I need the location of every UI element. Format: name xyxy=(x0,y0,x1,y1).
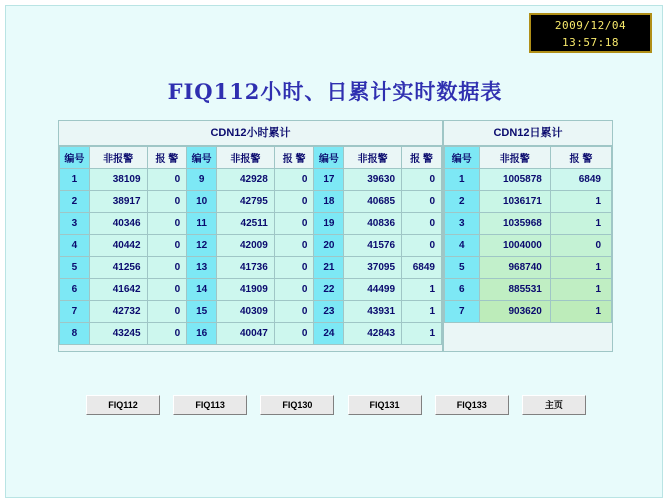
th-id-1: 编号 xyxy=(60,147,90,169)
cell-alarm: 0 xyxy=(147,191,187,213)
table-row xyxy=(60,257,442,279)
cell-id: 2 xyxy=(60,191,90,213)
cell-value: 1004000 xyxy=(479,235,550,257)
th-nonalarm-1: 非报警 xyxy=(89,147,147,169)
cell-value: 1005878 xyxy=(479,169,550,191)
cell-id: 13 xyxy=(187,257,217,279)
cell-alarm: 1 xyxy=(550,191,611,213)
cell-value: 40442 xyxy=(89,235,147,257)
cell-value: 1035968 xyxy=(479,213,550,235)
cell-id: 14 xyxy=(187,279,217,301)
page-title: FIQ112小时、日累计实时数据表 xyxy=(167,79,503,104)
table-row xyxy=(445,169,612,191)
cell-id: 16 xyxy=(187,323,217,345)
cell-id: 4 xyxy=(60,235,90,257)
table-row xyxy=(60,279,442,301)
cell-value: 42009 xyxy=(217,235,275,257)
cell-value: 40836 xyxy=(344,213,402,235)
cell-value: 43245 xyxy=(89,323,147,345)
cell-id: 20 xyxy=(314,235,344,257)
cell-alarm: 1 xyxy=(550,279,611,301)
cell-id: 6 xyxy=(445,279,480,301)
cell-id: 4 xyxy=(445,235,480,257)
cell-value: 42795 xyxy=(217,191,275,213)
cell-id: 23 xyxy=(314,301,344,323)
cell-alarm: 0 xyxy=(402,213,442,235)
th-id-3: 编号 xyxy=(314,147,344,169)
cell-value: 42732 xyxy=(89,301,147,323)
cell-alarm: 0 xyxy=(274,169,314,191)
cell-value: 903620 xyxy=(479,301,550,323)
cell-value: 41256 xyxy=(89,257,147,279)
daily-caption: CDN12日累计 xyxy=(444,121,612,146)
cell-alarm: 0 xyxy=(274,235,314,257)
cell-alarm: 0 xyxy=(274,191,314,213)
cell-id: 15 xyxy=(187,301,217,323)
daily-table xyxy=(444,146,612,323)
hourly-caption: CDN12小时累计 xyxy=(59,121,442,146)
cell-value: 41642 xyxy=(89,279,147,301)
table-row xyxy=(60,301,442,323)
table-row xyxy=(60,323,442,345)
th-alarm-1: 报 警 xyxy=(147,147,187,169)
cell-alarm: 0 xyxy=(550,235,611,257)
table-row xyxy=(445,191,612,213)
cell-value: 37095 xyxy=(344,257,402,279)
cell-value: 43931 xyxy=(344,301,402,323)
cell-id: 10 xyxy=(187,191,217,213)
cell-alarm: 1 xyxy=(402,301,442,323)
cell-id: 6 xyxy=(60,279,90,301)
cell-id: 3 xyxy=(445,213,480,235)
cell-alarm: 0 xyxy=(147,279,187,301)
cell-value: 42843 xyxy=(344,323,402,345)
cell-alarm: 0 xyxy=(274,257,314,279)
nav-button-bar xyxy=(86,394,586,416)
cell-id: 8 xyxy=(60,323,90,345)
clock-date: 2009/12/04 xyxy=(554,19,627,32)
cell-alarm: 0 xyxy=(147,169,187,191)
table-row xyxy=(60,169,442,191)
cell-id: 17 xyxy=(314,169,344,191)
cell-id: 5 xyxy=(60,257,90,279)
th-nonalarm-2: 非报警 xyxy=(217,147,275,169)
cell-value: 40685 xyxy=(344,191,402,213)
cell-alarm: 0 xyxy=(274,323,314,345)
cell-alarm: 0 xyxy=(147,257,187,279)
nav-button-fiq130[interactable]: FIQ130 xyxy=(260,395,334,415)
table-row xyxy=(60,235,442,257)
cell-id: 7 xyxy=(445,301,480,323)
cell-value: 42928 xyxy=(217,169,275,191)
cell-id: 21 xyxy=(314,257,344,279)
cell-alarm: 1 xyxy=(550,257,611,279)
cell-alarm: 0 xyxy=(402,169,442,191)
th-id-2: 编号 xyxy=(187,147,217,169)
th-daily-alarm: 报 警 xyxy=(550,147,611,169)
cell-alarm: 1 xyxy=(402,323,442,345)
cell-value: 41909 xyxy=(217,279,275,301)
th-daily-nonalarm: 非报警 xyxy=(479,147,550,169)
nav-button-fiq133[interactable]: FIQ133 xyxy=(435,395,509,415)
table-row xyxy=(445,279,612,301)
cell-alarm: 0 xyxy=(274,301,314,323)
table-row xyxy=(445,301,612,323)
daily-block xyxy=(444,121,612,351)
hourly-block xyxy=(59,121,444,351)
clock-time: 13:57:18 xyxy=(562,36,619,49)
table-row xyxy=(445,257,612,279)
cell-value: 40346 xyxy=(89,213,147,235)
cell-id: 12 xyxy=(187,235,217,257)
cell-value: 38917 xyxy=(89,191,147,213)
cell-value: 44499 xyxy=(344,279,402,301)
nav-button-fiq113[interactable]: FIQ113 xyxy=(173,395,247,415)
th-alarm-2: 报 警 xyxy=(274,147,314,169)
scada-screen xyxy=(5,5,663,498)
cell-alarm: 0 xyxy=(402,191,442,213)
cell-alarm: 0 xyxy=(147,301,187,323)
cell-id: 5 xyxy=(445,257,480,279)
cell-value: 41736 xyxy=(217,257,275,279)
cell-id: 1 xyxy=(60,169,90,191)
data-panel xyxy=(58,120,613,352)
cell-id: 22 xyxy=(314,279,344,301)
cell-value: 968740 xyxy=(479,257,550,279)
nav-button-fiq112[interactable]: FIQ112 xyxy=(86,395,160,415)
th-nonalarm-3: 非报警 xyxy=(344,147,402,169)
th-daily-id: 编号 xyxy=(445,147,480,169)
cell-id: 7 xyxy=(60,301,90,323)
table-row xyxy=(60,213,442,235)
cell-alarm: 0 xyxy=(147,323,187,345)
cell-id: 24 xyxy=(314,323,344,345)
cell-id: 11 xyxy=(187,213,217,235)
cell-id: 1 xyxy=(445,169,480,191)
nav-button-fiq131[interactable]: FIQ131 xyxy=(348,395,422,415)
cell-alarm: 0 xyxy=(147,235,187,257)
th-alarm-3: 报 警 xyxy=(402,147,442,169)
cell-alarm: 0 xyxy=(274,213,314,235)
cell-value: 1036171 xyxy=(479,191,550,213)
cell-id: 3 xyxy=(60,213,90,235)
clock-display xyxy=(529,13,652,53)
cell-value: 40047 xyxy=(217,323,275,345)
cell-alarm: 1 xyxy=(550,213,611,235)
cell-alarm: 6849 xyxy=(550,169,611,191)
cell-alarm: 1 xyxy=(550,301,611,323)
cell-id: 19 xyxy=(314,213,344,235)
cell-value: 42511 xyxy=(217,213,275,235)
cell-alarm: 1 xyxy=(402,279,442,301)
hourly-header-row xyxy=(60,147,442,169)
nav-button-home[interactable]: 主页 xyxy=(522,395,586,415)
hourly-table xyxy=(59,146,442,345)
cell-value: 41576 xyxy=(344,235,402,257)
cell-value: 38109 xyxy=(89,169,147,191)
cell-value: 40309 xyxy=(217,301,275,323)
table-row xyxy=(445,235,612,257)
cell-alarm: 0 xyxy=(274,279,314,301)
cell-alarm: 0 xyxy=(147,213,187,235)
cell-alarm: 6849 xyxy=(402,257,442,279)
table-row xyxy=(445,213,612,235)
daily-header-row xyxy=(445,147,612,169)
cell-id: 9 xyxy=(187,169,217,191)
table-row xyxy=(60,191,442,213)
cell-alarm: 0 xyxy=(402,235,442,257)
cell-value: 39630 xyxy=(344,169,402,191)
cell-id: 18 xyxy=(314,191,344,213)
cell-id: 2 xyxy=(445,191,480,213)
cell-value: 885531 xyxy=(479,279,550,301)
